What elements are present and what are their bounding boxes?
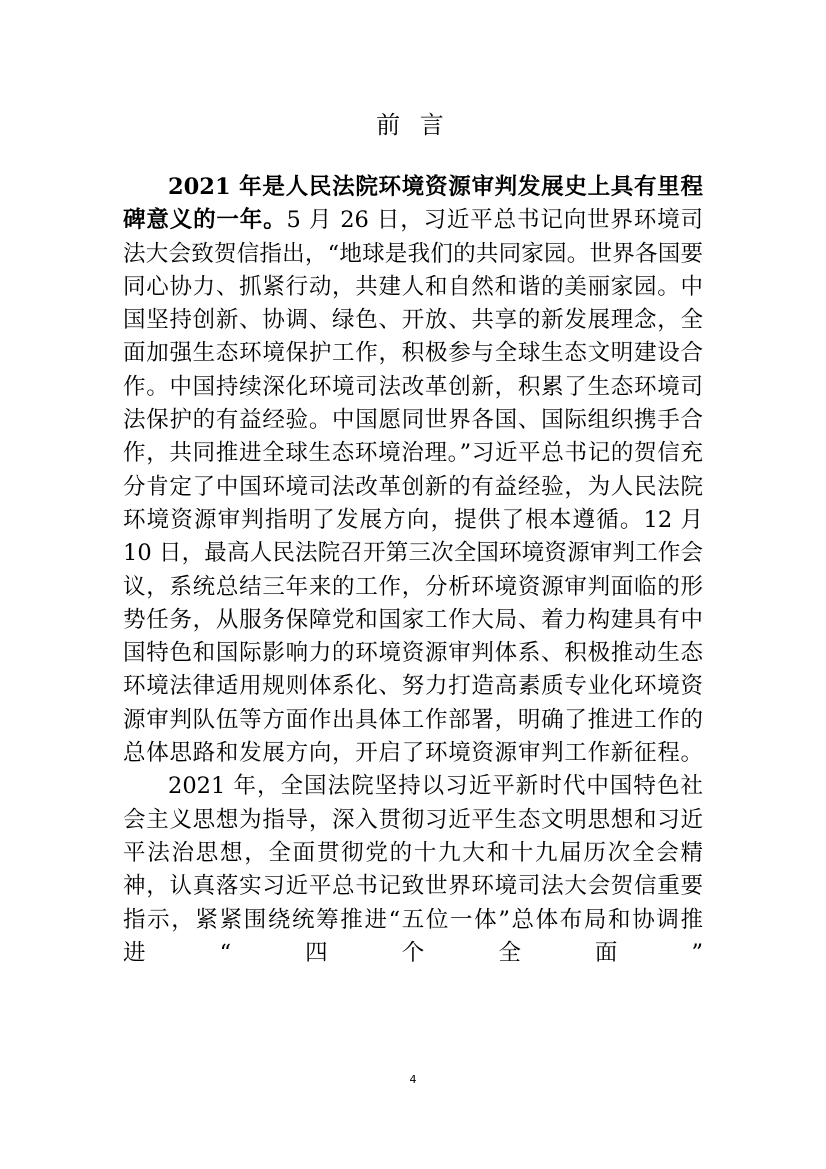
- page-number: 4: [409, 1073, 417, 1086]
- paragraph-1-lead: 2021 年是人民法院环境资源审判发展史上具有里程碑意义的一年。: [123, 174, 703, 234]
- paragraph-1-text: 5 月 26 日，习近平总书记向世界环境司法大会致贺信指出，“地球是我们的共同家园。世界各国要同心协力、抓紧行动，共建人和自然和谐的美丽家园。中国坚持创新、协调、绿色、开放、共享的新发展理念，全面加强生态环境保护工作，积极参与全球生态文明建设合作。中国持续深化环境司法改革创新，积累了生态环境司法保护的有益经验。中国愿同世界各国、国际组织携手合作，共同推进全球生态环境治理。”习近平总书记的贺信充分肯定了中国环境司法改革创新的有益经验，为人民法院环境资源审判指明了发展方向，提供了根本遵循。12 月 10 日，最高人民法院召开第三次全国环境资源审判工作会议，系统总结三年来的工作，分析环境资源审判面临的形势任务，从服务保障党和国家工作大局、着力构建具有中国特色和国际影响力的环境资源审判体系、积极推动生态环境法律适用规则体系化、努力打造高素质专业化环境资源审判队伍等方面作出具体工作部署，明确了推进工作的总体思路和发展方向，开启了环境资源审判工作新征程。: [123, 207, 703, 767]
- page-title: 前 言: [376, 111, 450, 139]
- document-body: [123, 171, 703, 970]
- paragraph-2: 2021 年，全国法院坚持以习近平新时代中国特色社会主义思想为指导，深入贯彻习近平生态文明思想和习近平法治思想，全面贯彻党的十九大和十九届历次全会精神，认真落实习近平总书记致世界环境司法大会贺信重要指示，紧紧围绕统筹推进“五位一体”总体布局和协调推进“四个全面”: [123, 773, 703, 966]
- paragraph-1: [123, 171, 703, 770]
